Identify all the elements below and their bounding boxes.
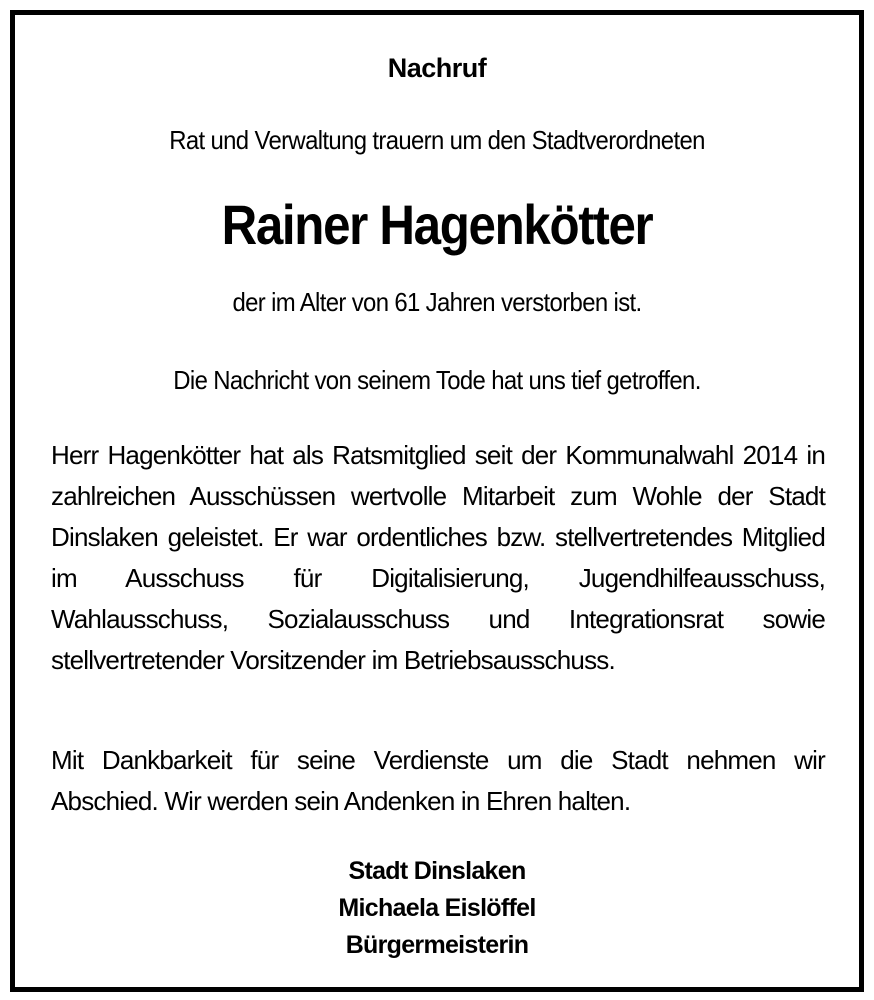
age-line: der im Alter von 61 Jahren verstorben ist.: [232, 287, 642, 317]
tribute-paragraph: Herr Hagenkötter hat als Ratsmitglied seit der Kommunalwahl 2014 in zahlreichen Ausschüssen wertvolle Mitarbeit zum Wohle der Stadt Dinslaken geleistet. Er war ordentliches bzw. stellvertretendes Mitglied im Ausschuss für Digitalisierung, Jugendhilfeausschuss, Wahlausschuss, Sozialausschuss und Integrationsrat sowie stellvertretender Vorsitzender im Betriebsausschuss.: [51, 440, 825, 675]
news-line: Die Nachricht von seinem Tode hat uns tief getroffen.: [173, 365, 701, 395]
signature-organization: Stadt Dinslaken: [348, 857, 526, 885]
obituary-frame: [10, 10, 864, 992]
signature-title: Bürgermeisterin: [345, 931, 529, 959]
signature-block: [15, 853, 859, 964]
farewell-paragraph: Mit Dankbarkeit für seine Verdienste um die Stadt nehmen wir Abschied. Wir werden sein Andenken in Ehren halten.: [51, 745, 825, 816]
notice-heading: Nachruf: [387, 53, 487, 83]
intro-line: Rat und Verwaltung trauern um den Stadtverordneten: [169, 125, 705, 155]
signature-person: Michaela Eislöffel: [338, 894, 536, 922]
deceased-name: Rainer Hagenkötter: [221, 193, 653, 256]
